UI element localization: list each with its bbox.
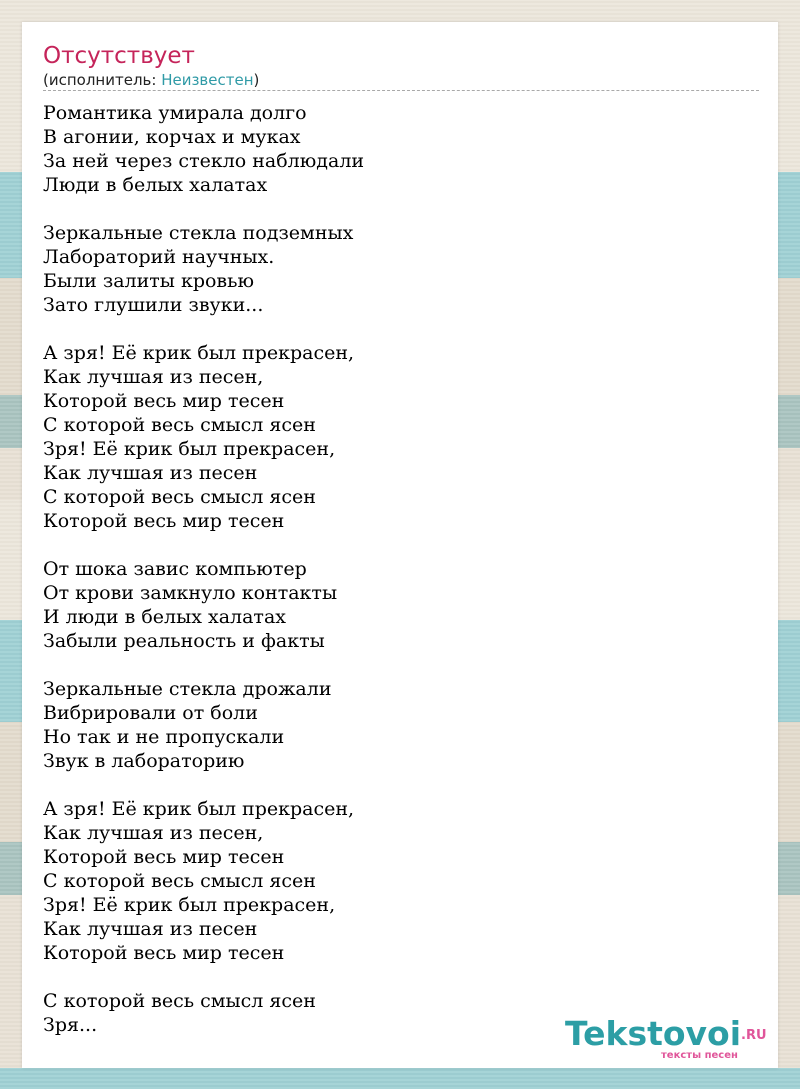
stanza-break [43,197,364,221]
song-title: Отсутствует [43,43,195,69]
tekstovoi-logo[interactable] [565,1014,770,1066]
lyric-line: Вибрировали от боли [43,702,258,724]
lyric-line: С которой весь смысл ясен [43,870,316,892]
lyric-line: Зря! Её крик был прекрасен, [43,438,336,460]
logo-tld: .RU [741,1028,767,1043]
lyric-line: Зря! Её крик был прекрасен, [43,894,336,916]
lyric-line: От шока завис компьютер [43,558,307,580]
title-divider [43,90,759,91]
lyric-line: С которой весь смысл ясен [43,990,316,1012]
lyrics-text [43,101,364,1037]
logo-tagline: тексты песен [661,1050,738,1061]
lyric-line: Которой весь мир тесен [43,942,285,964]
lyric-line: Как лучшая из песен, [43,822,264,844]
stanza-break [43,317,364,341]
stanza-break [43,965,364,989]
lyric-line: Но так и не пропускали [43,726,285,748]
lyric-line: С которой весь смысл ясен [43,486,316,508]
lyric-line: Которой весь мир тесен [43,510,285,532]
lyric-line: Как лучшая из песен, [43,366,264,388]
lyric-line: Как лучшая из песен [43,462,258,484]
artist-line [43,71,259,89]
lyric-line: Звук в лабораторию [43,750,245,772]
stanza-break [43,653,364,677]
lyric-line: Были залиты кровью [43,270,255,292]
lyric-line: Лабораторий научных. [43,246,275,268]
lyric-line: Люди в белых халатах [43,174,268,196]
lyrics-sheet [22,22,778,1068]
lyric-line: Которой весь мир тесен [43,846,285,868]
lyric-line: Зеркальные стекла дрожали [43,678,332,700]
artist-prefix: (исполнитель: [43,71,162,89]
lyric-line: Зато глушили звуки... [43,294,264,316]
lyric-line: Зеркальные стекла подземных [43,222,354,244]
lyric-line: За ней через стекло наблюдали [43,150,365,172]
lyric-line: С которой весь смысл ясен [43,414,316,436]
stanza-break [43,533,364,557]
lyric-line: И люди в белых халатах [43,606,286,628]
lyric-line: Как лучшая из песен [43,918,258,940]
lyric-line: Которой весь мир тесен [43,390,285,412]
lyric-line: От крови замкнуло контакты [43,582,338,604]
lyric-line: В агонии, корчах и муках [43,126,301,148]
artist-suffix: ) [253,71,260,89]
lyric-line: А зря! Её крик был прекрасен, [43,342,355,364]
artist-link[interactable]: Неизвестен [161,71,254,89]
lyric-line: А зря! Её крик был прекрасен, [43,798,355,820]
lyric-line: Зря... [43,1014,98,1036]
stanza-break [43,773,364,797]
lyric-line: Романтика умирала долго [43,102,307,124]
lyric-line: Забыли реальность и факты [43,630,325,652]
logo-name: Tekstovoi [565,1014,742,1053]
